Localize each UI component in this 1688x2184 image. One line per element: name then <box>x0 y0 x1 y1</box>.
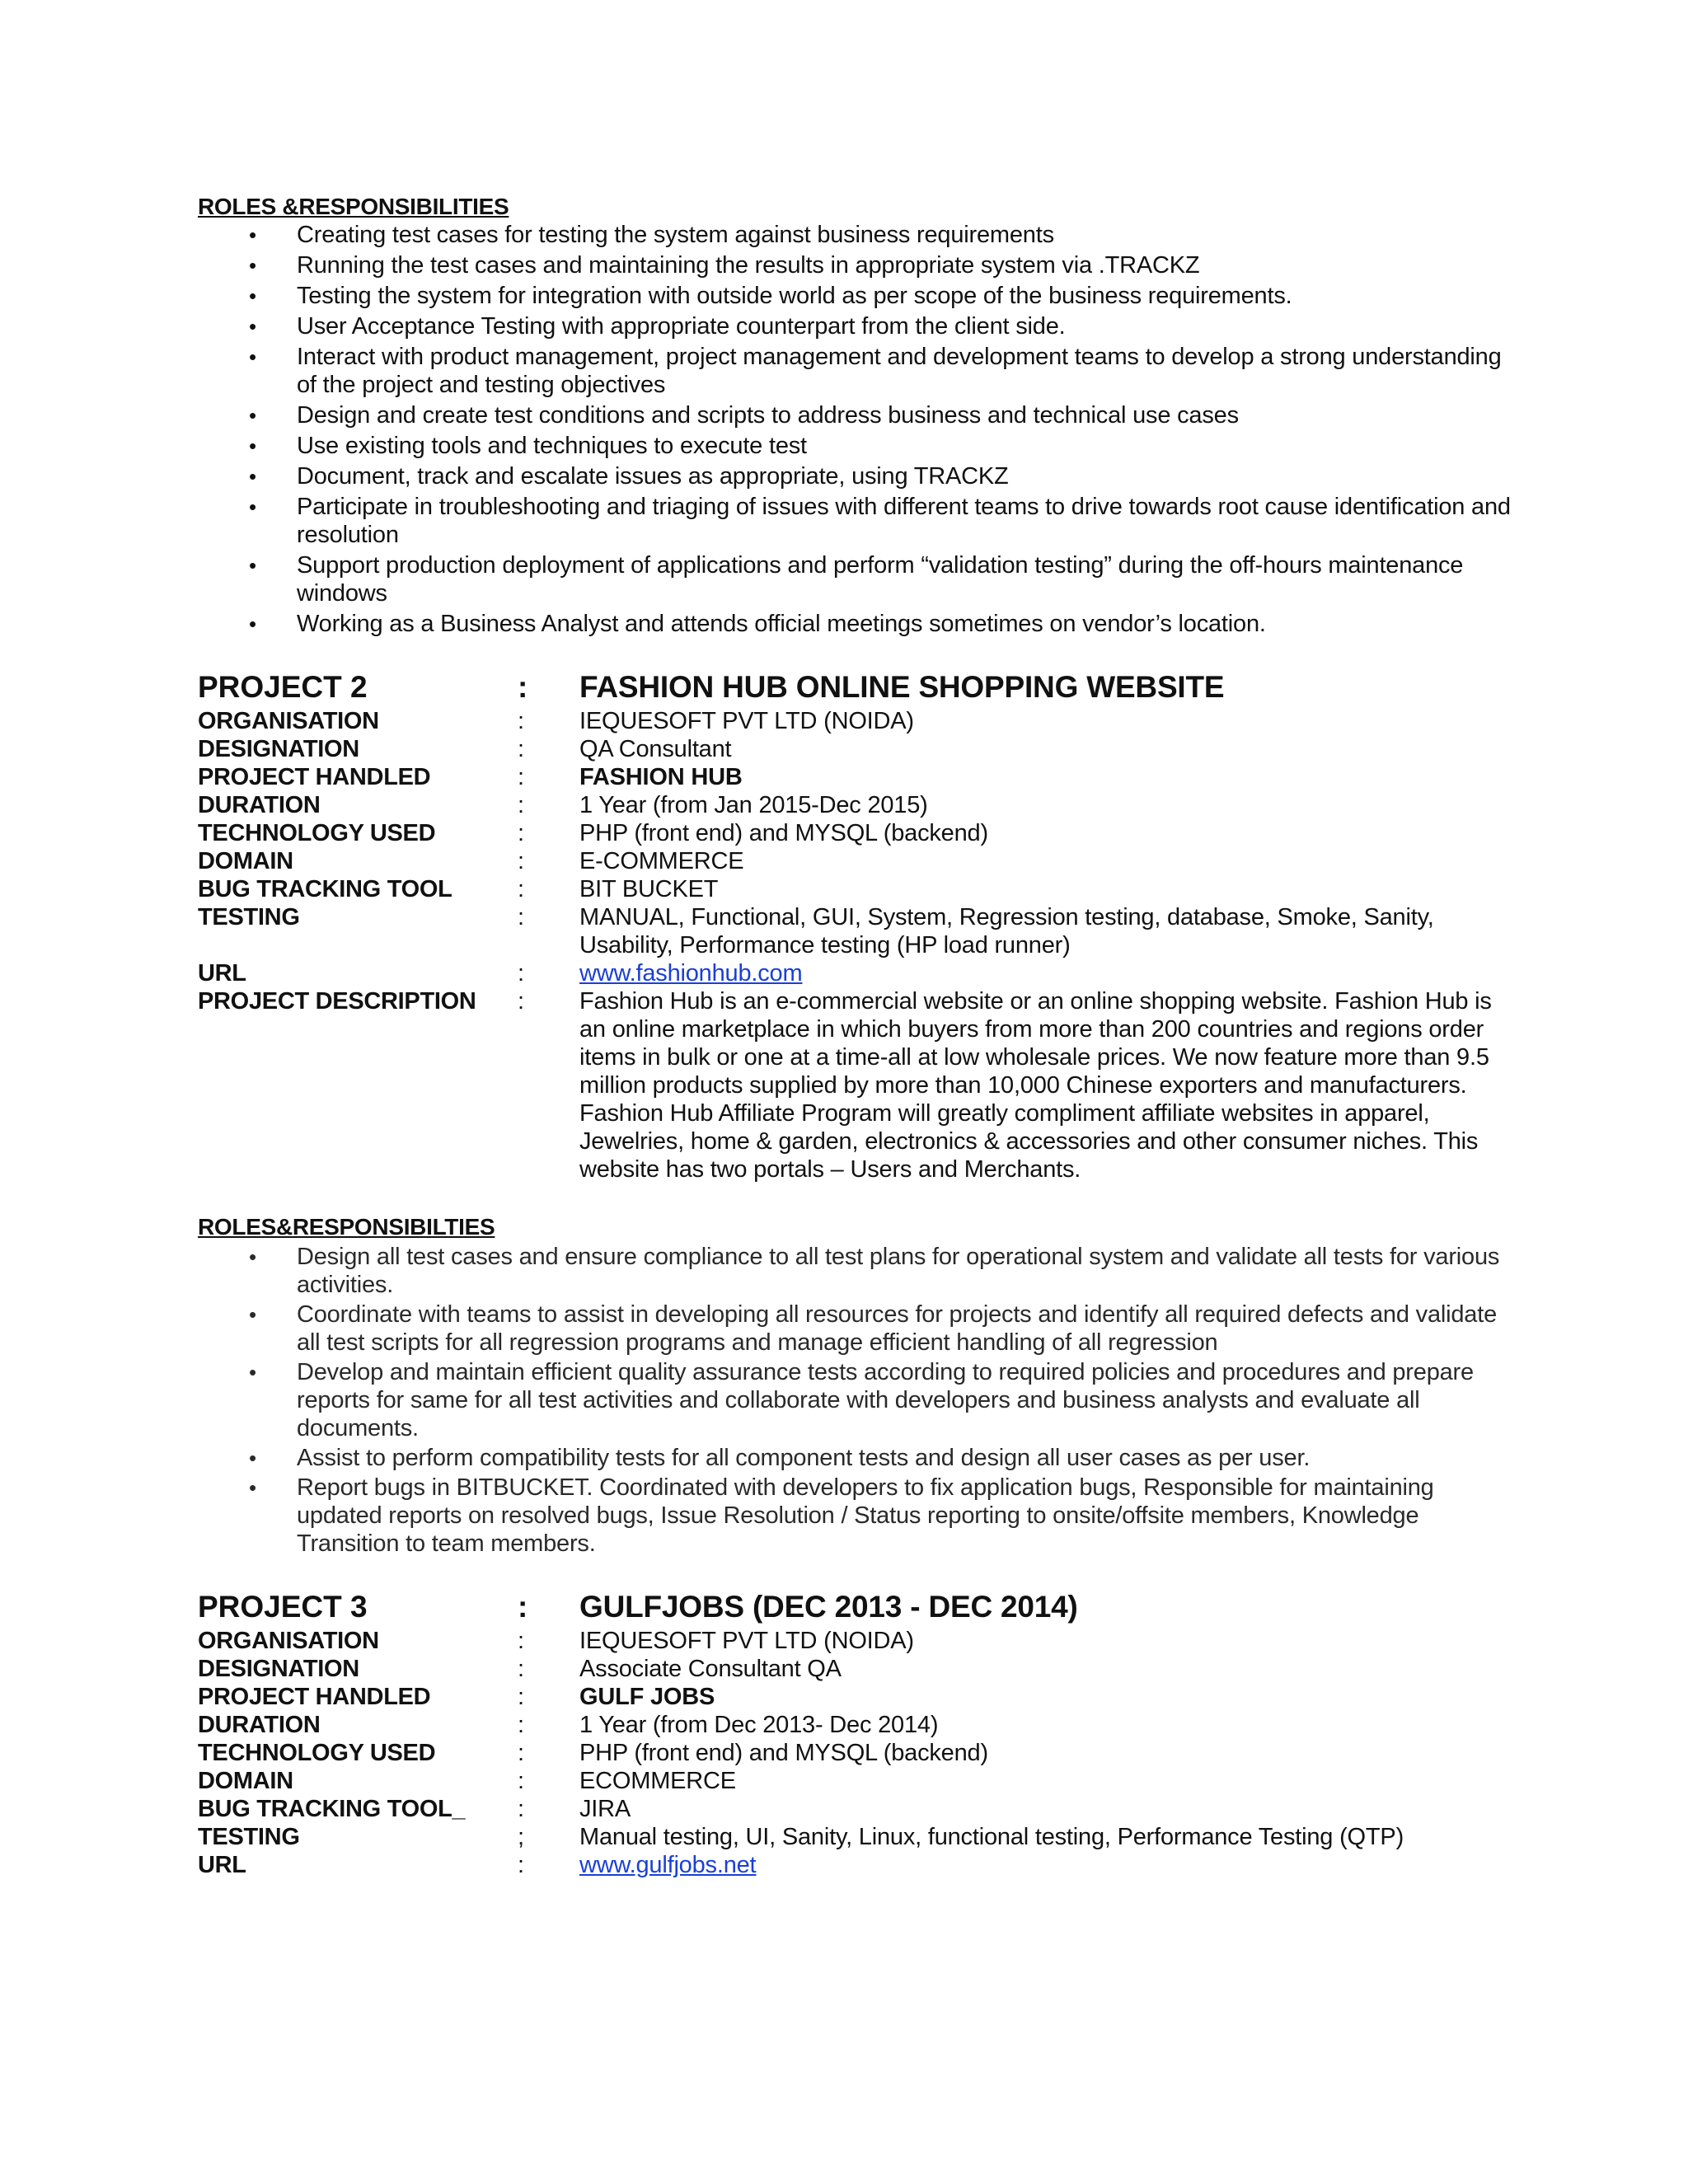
list-item-text: Design all test cases and ensure compliance to all test plans for operational system and validate all tests for various activities. <box>297 1244 1500 1298</box>
project-2-section <box>198 669 1517 1183</box>
duration-row <box>198 791 1517 819</box>
organisation-row <box>198 707 1517 735</box>
designation-value: QA Consultant <box>579 736 732 762</box>
bug-tool-value: BIT BUCKET <box>579 876 719 902</box>
roles-section-1 <box>198 193 1517 638</box>
duration-row <box>198 1711 1517 1739</box>
list-item <box>198 493 1517 549</box>
separator: ; <box>518 1824 525 1850</box>
project-2-title: FASHION HUB ONLINE SHOPPING WEBSITE <box>579 670 1225 704</box>
organisation-label: ORGANISATION <box>198 1628 379 1654</box>
project-handled-value: FASHION HUB <box>579 764 743 790</box>
list-item <box>198 282 1517 310</box>
project-3-details <box>198 1589 1517 1879</box>
separator: : <box>518 764 525 790</box>
list-item <box>198 432 1517 460</box>
designation-row <box>198 1655 1517 1683</box>
separator: : <box>518 1684 525 1710</box>
separator: : <box>518 792 525 818</box>
separator: : <box>518 1852 525 1878</box>
separator: : <box>518 736 525 762</box>
description-value <box>579 987 1517 1183</box>
duration-value: 1 Year (from Jan 2015-Dec 2015) <box>579 792 928 818</box>
domain-value: E-COMMERCE <box>579 848 744 874</box>
domain-row <box>198 1767 1517 1795</box>
url-link[interactable]: www.fashionhub.com <box>579 960 803 987</box>
domain-value: ECOMMERCE <box>579 1768 736 1794</box>
bullet-icon: • <box>249 314 256 339</box>
list-item <box>198 1243 1517 1299</box>
separator: : <box>518 708 525 734</box>
list-item-text: Design and create test conditions and scripts to address business and technical use cases <box>297 402 1239 429</box>
url-link[interactable]: www.gulfjobs.net <box>579 1852 757 1878</box>
list-item-text: Interact with product management, project management and development teams to develop a strong understanding of the project and testing objectives <box>297 344 1502 398</box>
project-handled-label: PROJECT HANDLED <box>198 764 431 790</box>
bullet-icon: • <box>249 494 256 519</box>
bullet-icon: • <box>249 1446 256 1470</box>
roles-list-1 <box>198 221 1517 638</box>
bullet-icon: • <box>249 1302 256 1327</box>
list-item <box>198 1444 1517 1472</box>
roles-section-2 <box>198 1213 1517 1558</box>
testing-row <box>198 903 1517 959</box>
domain-label: DOMAIN <box>198 1768 293 1794</box>
bullet-icon: • <box>249 464 256 489</box>
organisation-value: IEQUESOFT PVT LTD (NOIDA) <box>579 1628 914 1654</box>
bug-tool-value: JIRA <box>579 1796 631 1822</box>
list-item <box>198 401 1517 429</box>
url-label: URL <box>198 960 246 987</box>
list-item-text: Assist to perform compatibility tests for all component tests and design all user cases as per user. <box>297 1445 1311 1471</box>
bullet-icon: • <box>249 284 256 308</box>
list-item-text: User Acceptance Testing with appropriate counterpart from the client side. <box>297 313 1066 340</box>
separator: : <box>518 988 525 1015</box>
list-item <box>198 551 1517 607</box>
bullet-icon: • <box>249 1360 256 1385</box>
project-2-title-label: PROJECT 2 <box>198 670 368 704</box>
list-item <box>198 1474 1517 1558</box>
separator: : <box>518 904 525 930</box>
list-item-text: Running the test cases and maintaining the results in appropriate system via .TRACKZ <box>297 252 1200 279</box>
list-item <box>198 221 1517 249</box>
description-label: PROJECT DESCRIPTION <box>198 988 476 1015</box>
project-handled-row <box>198 1683 1517 1711</box>
list-item <box>198 462 1517 490</box>
separator: : <box>518 1740 525 1766</box>
bullet-icon: • <box>249 223 256 247</box>
url-row <box>198 1851 1517 1879</box>
separator: : <box>518 1590 528 1624</box>
url-label: URL <box>198 1852 246 1878</box>
organisation-row <box>198 1627 1517 1655</box>
designation-label: DESIGNATION <box>198 736 359 762</box>
technology-label: TECHNOLOGY USED <box>198 820 436 846</box>
testing-value: Manual testing, UI, Sanity, Linux, functional testing, Performance Testing (QTP) <box>579 1824 1404 1850</box>
duration-label: DURATION <box>198 1712 321 1738</box>
bullet-icon: • <box>249 553 256 578</box>
separator: : <box>518 1768 525 1794</box>
project-handled-row <box>198 763 1517 791</box>
url-row <box>198 959 1517 987</box>
organisation-label: ORGANISATION <box>198 708 379 734</box>
domain-row <box>198 847 1517 875</box>
list-item <box>198 610 1517 638</box>
designation-row <box>198 735 1517 763</box>
duration-label: DURATION <box>198 792 321 818</box>
list-item <box>198 1358 1517 1442</box>
testing-value: MANUAL, Functional, GUI, System, Regression testing, database, Smoke, Sanity, Usability, Performance testing (HP load runner) <box>579 904 1434 958</box>
project-3-title: GULFJOBS (DEC 2013 - DEC 2014) <box>579 1590 1078 1624</box>
roles-heading-1: ROLES &RESPONSIBILITIES <box>198 194 509 219</box>
bug-tool-label: BUG TRACKING TOOL <box>198 876 452 902</box>
roles-heading-2: ROLES&RESPONSIBILTIES <box>198 1214 495 1240</box>
list-item-text: Testing the system for integration with outside world as per scope of the business requirements. <box>297 283 1292 309</box>
list-item-text: Document, track and escalate issues as appropriate, using TRACKZ <box>297 463 1009 490</box>
technology-label: TECHNOLOGY USED <box>198 1740 436 1766</box>
separator: : <box>518 1796 525 1822</box>
technology-value: PHP (front end) and MYSQL (backend) <box>579 820 988 846</box>
list-item-text: Report bugs in BITBUCKET. Coordinated with developers to fix application bugs, Responsible for maintaining updated reports on resolved bugs, Issue Resolution / Status reporting to onsite/offsite members, Knowledge Transition to team members. <box>297 1474 1434 1557</box>
designation-label: DESIGNATION <box>198 1656 359 1682</box>
separator: : <box>518 820 525 846</box>
bug-tool-label: BUG TRACKING TOOL_ <box>198 1796 466 1822</box>
project-handled-label: PROJECT HANDLED <box>198 1684 431 1710</box>
bullet-icon: • <box>249 403 256 428</box>
bullet-icon: • <box>249 612 256 636</box>
project-3-section <box>198 1589 1517 1879</box>
list-item <box>198 312 1517 340</box>
designation-value: Associate Consultant QA <box>579 1656 842 1682</box>
testing-label: TESTING <box>198 904 300 930</box>
project-2-title-row <box>198 669 1517 707</box>
bullet-icon: • <box>249 253 256 278</box>
technology-row <box>198 819 1517 847</box>
list-item <box>198 343 1517 399</box>
description-row <box>198 987 1517 1183</box>
testing-label: TESTING <box>198 1824 300 1850</box>
bullet-icon: • <box>249 434 256 458</box>
separator: : <box>518 1628 525 1654</box>
project-3-title-row <box>198 1589 1517 1627</box>
technology-row <box>198 1739 1517 1767</box>
list-item-text: Coordinate with teams to assist in developing all resources for projects and identify all required defects and validate all test scripts for all regression programs and manage efficient handling of all regression <box>297 1301 1498 1356</box>
bug-tool-row <box>198 875 1517 903</box>
project-2-details <box>198 669 1517 1183</box>
bullet-icon: • <box>249 1244 256 1269</box>
list-item-text: Support production deployment of applications and perform “validation testing” during the off-hours maintenance windows <box>297 552 1464 607</box>
technology-value: PHP (front end) and MYSQL (backend) <box>579 1740 988 1766</box>
separator: : <box>518 848 525 874</box>
separator: : <box>518 1656 525 1682</box>
project-3-title-label: PROJECT 3 <box>198 1590 368 1624</box>
bullet-icon: • <box>249 1475 256 1500</box>
separator: : <box>518 1712 525 1738</box>
list-item-text: Working as a Business Analyst and attends official meetings sometimes on vendor’s location. <box>297 611 1266 637</box>
bug-tool-row <box>198 1795 1517 1823</box>
domain-label: DOMAIN <box>198 848 293 874</box>
separator: : <box>518 876 525 902</box>
project-handled-value: GULF JOBS <box>579 1684 715 1710</box>
list-item-text: Use existing tools and techniques to execute test <box>297 433 807 459</box>
list-item-text: Creating test cases for testing the system against business requirements <box>297 222 1054 248</box>
description-paragraph: Fashion Hub is an e-commercial website or an online shopping website. Fashion Hub is an online marketplace in which buyers from more than 200 countries and regions order items in bulk or one at a time-all at low wholesale prices. We now feature more than 9.5 million products supplied by more than 10,000 Chinese exporters and manufacturers. <box>579 988 1492 1099</box>
description-paragraph: Fashion Hub Affiliate Program will greatly compliment affiliate websites in apparel, Jewelries, home & garden, electronics & accessories and other consumer niches. This website has two portals – Users and Merchants. <box>579 1100 1479 1183</box>
organisation-value: IEQUESOFT PVT LTD (NOIDA) <box>579 708 914 734</box>
list-item-text: Participate in troubleshooting and triaging of issues with different teams to drive towards root cause identification and resolution <box>297 494 1511 548</box>
list-item-text: Develop and maintain efficient quality assurance tests according to required policies and procedures and prepare reports for same for all test activities and collaborate with developers and business analysts and evaluate all documents. <box>297 1359 1474 1441</box>
page-content <box>198 193 1517 1879</box>
bullet-icon: • <box>249 344 256 369</box>
separator: : <box>518 670 528 704</box>
roles-list-2 <box>198 1243 1517 1558</box>
duration-value: 1 Year (from Dec 2013- Dec 2014) <box>579 1712 939 1738</box>
list-item <box>198 251 1517 279</box>
list-item <box>198 1301 1517 1357</box>
testing-row <box>198 1823 1517 1851</box>
separator: : <box>518 960 525 987</box>
